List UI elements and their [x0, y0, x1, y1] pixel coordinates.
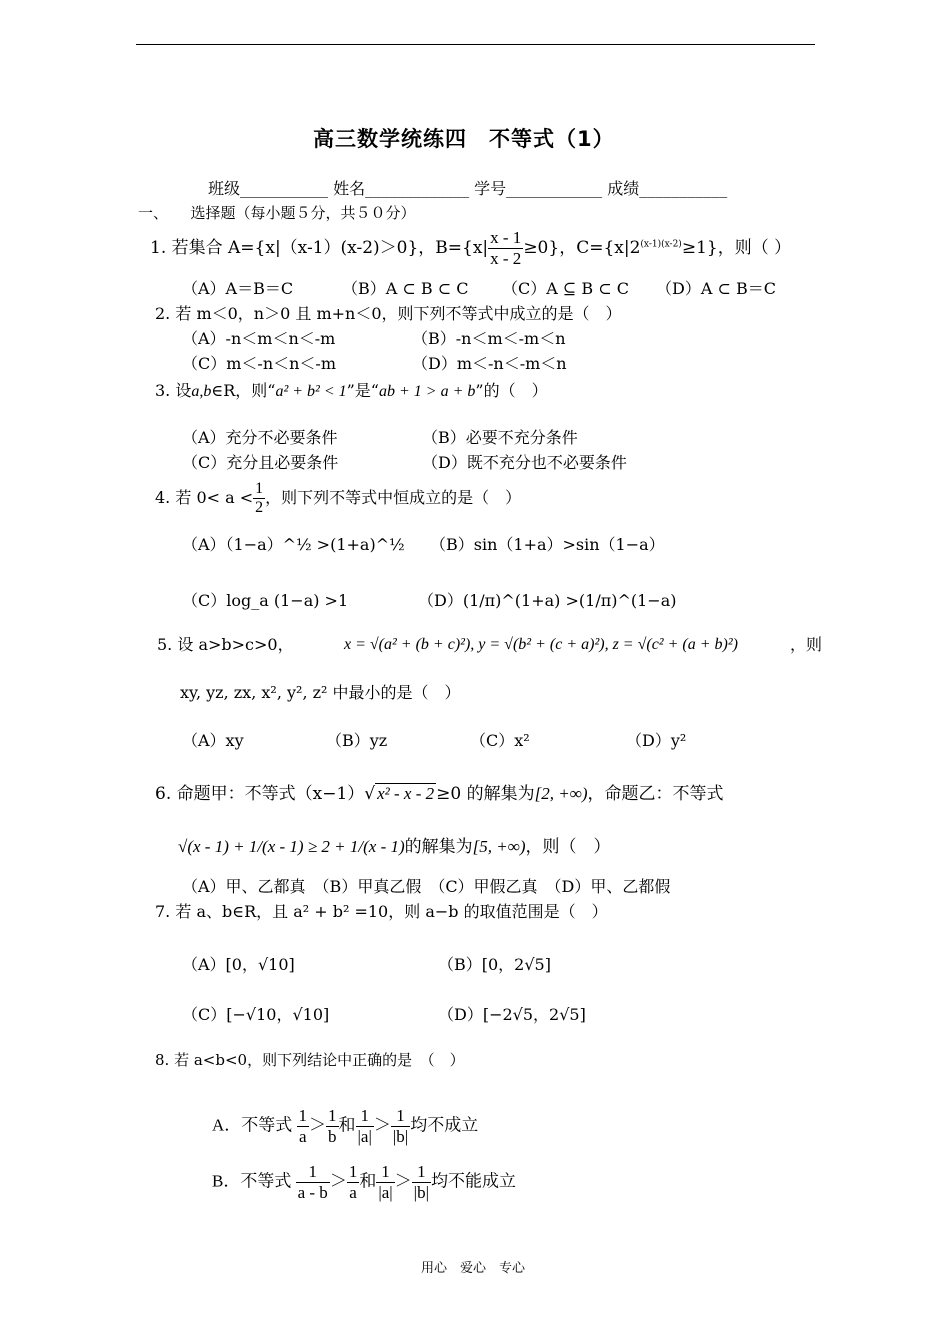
q8-option-b: B．不等式 $\frac{1}{a - b}$ ＞ $\frac{1}{a}$ 和 $\frac{1}{|a|}$ ＞ $\frac{1}{|b|}$ 均不能成立	[212, 1162, 516, 1202]
q2-option-b: （B）-n＜m＜-m＜n	[412, 329, 566, 348]
question-4-stem: 4. 若 0< a < $\frac{1}{2}$ ，则下列不等式中恒成立的是（ ）	[155, 480, 522, 516]
page-footer: 用心 爱心 专心	[421, 1261, 526, 1276]
question-5-stem: 5. 设 a>b>c>0，	[157, 635, 294, 654]
q4-option-b: （B）sin（1+a）>sin（1−a）	[430, 535, 665, 554]
q4-option-c: （C）log_a (1−a) >1	[182, 591, 349, 610]
q3-option-a: （A）充分不必要条件	[182, 428, 338, 447]
q5-option-a: （A）xy	[182, 731, 244, 750]
q6-options: （A）甲、乙都真 （B）甲真乙假 （C）甲假乙真 （D）甲、乙都假	[182, 877, 671, 896]
q2-option-a: （A）-n＜m＜n＜-m	[182, 329, 336, 348]
question-1-stem: 1. 若集合 A={x|（x-1）(x-2)＞0}，B={x| $\frac{x - 1}{x - 2}$ ≥0}，$C=\{x|2^{(x-1)(x-2)}\ge 1\}$，则（ ）	[150, 228, 792, 268]
q1-option-d: （D）A ⊂ B＝C	[656, 279, 776, 298]
q5-expression: x = √(a² + (b + c)²), y = √(b² + (c + a)²), z = √(c² + (a + b)²)	[344, 636, 738, 653]
question-8-stem: 8. 若 a<b<0，则下列结论中正确的是 （ ）	[155, 1051, 465, 1069]
q1-fraction: $\frac{x - 1}{x - 2}$	[490, 228, 522, 268]
q3-option-d: （D）既不充分也不必要条件	[422, 453, 627, 472]
q7-option-c: （C）[−√10，√10]	[182, 1005, 330, 1024]
header-rule	[136, 44, 815, 45]
page-title: 高三数学统练四 不等式（1）	[313, 127, 615, 151]
q4-fraction: $\frac{1}{2}$	[255, 480, 264, 516]
q7-option-a: （A）[0，√10]	[182, 955, 295, 974]
q1-option-a: （A）A＝B＝C	[182, 279, 294, 298]
question-3-stem: 3. 设a,b∈R，则“a² + b² < 1”是“ab + 1 > a + b”的（ ）	[155, 381, 548, 400]
q4-option-a: （A）（1−a）^½ >(1+a)^½	[182, 535, 405, 554]
q5-line2: xy, yz, zx, x², y², z² 中最小的是（ ）	[180, 683, 461, 702]
question-7-stem: 7. 若 a、b∈R，且 a² + b² =10，则 a−b 的取值范围是（ ）	[155, 902, 608, 921]
q5-option-c: （C）x²	[470, 731, 530, 750]
section-heading: 一、 选择题（每小题５分，共５０分）	[138, 204, 416, 222]
q1-option-b: （B）A ⊂ B ⊂ C	[342, 279, 469, 298]
q3-option-b: （B）必要不充分条件	[422, 428, 578, 447]
q8-option-a: A．不等式 $\frac{1}{a}$ ＞ $\frac{1}{b}$ 和 $\frac{1}{|a|}$ ＞ $\frac{1}{|b|}$ 均不成立	[212, 1106, 479, 1146]
q5-stem-tail: ，则	[790, 635, 823, 654]
student-info-line: 班级___________ 姓名_____________ 学号____________ 成绩___________	[208, 179, 728, 198]
q2-option-c: （C）m＜-n＜n＜-m	[182, 354, 337, 373]
q5-option-d: （D）y²	[626, 731, 687, 750]
q4-option-d: （D）(1/π)^(1+a) >(1/π)^(1−a)	[418, 591, 677, 610]
q7-option-b: （B）[0，2√5]	[438, 955, 551, 974]
q6-line2: √(x - 1) + 1/(x - 1) ≥ 2 + 1/(x - 1)的解集为[5, +∞)，则（ ）	[178, 837, 611, 857]
q7-option-d: （D）[−2√5，2√5]	[438, 1005, 586, 1024]
q1-option-c: （C）A ⊆ B ⊂ C	[502, 279, 629, 298]
question-2-stem: 2. 若 m＜0，n＞0 且 m+n＜0，则下列不等式中成立的是（ ）	[155, 304, 622, 323]
q3-option-c: （C）充分且必要条件	[182, 453, 339, 472]
q5-option-b: （B）yz	[326, 731, 388, 750]
q2-option-d: （D）m＜-n＜-m＜n	[412, 354, 567, 373]
question-6-stem: 6. 命题甲：不等式（x−1）√ x² - x - 2 ≥0 的解集为[2, +∞)，命题乙：不等式	[155, 784, 724, 804]
